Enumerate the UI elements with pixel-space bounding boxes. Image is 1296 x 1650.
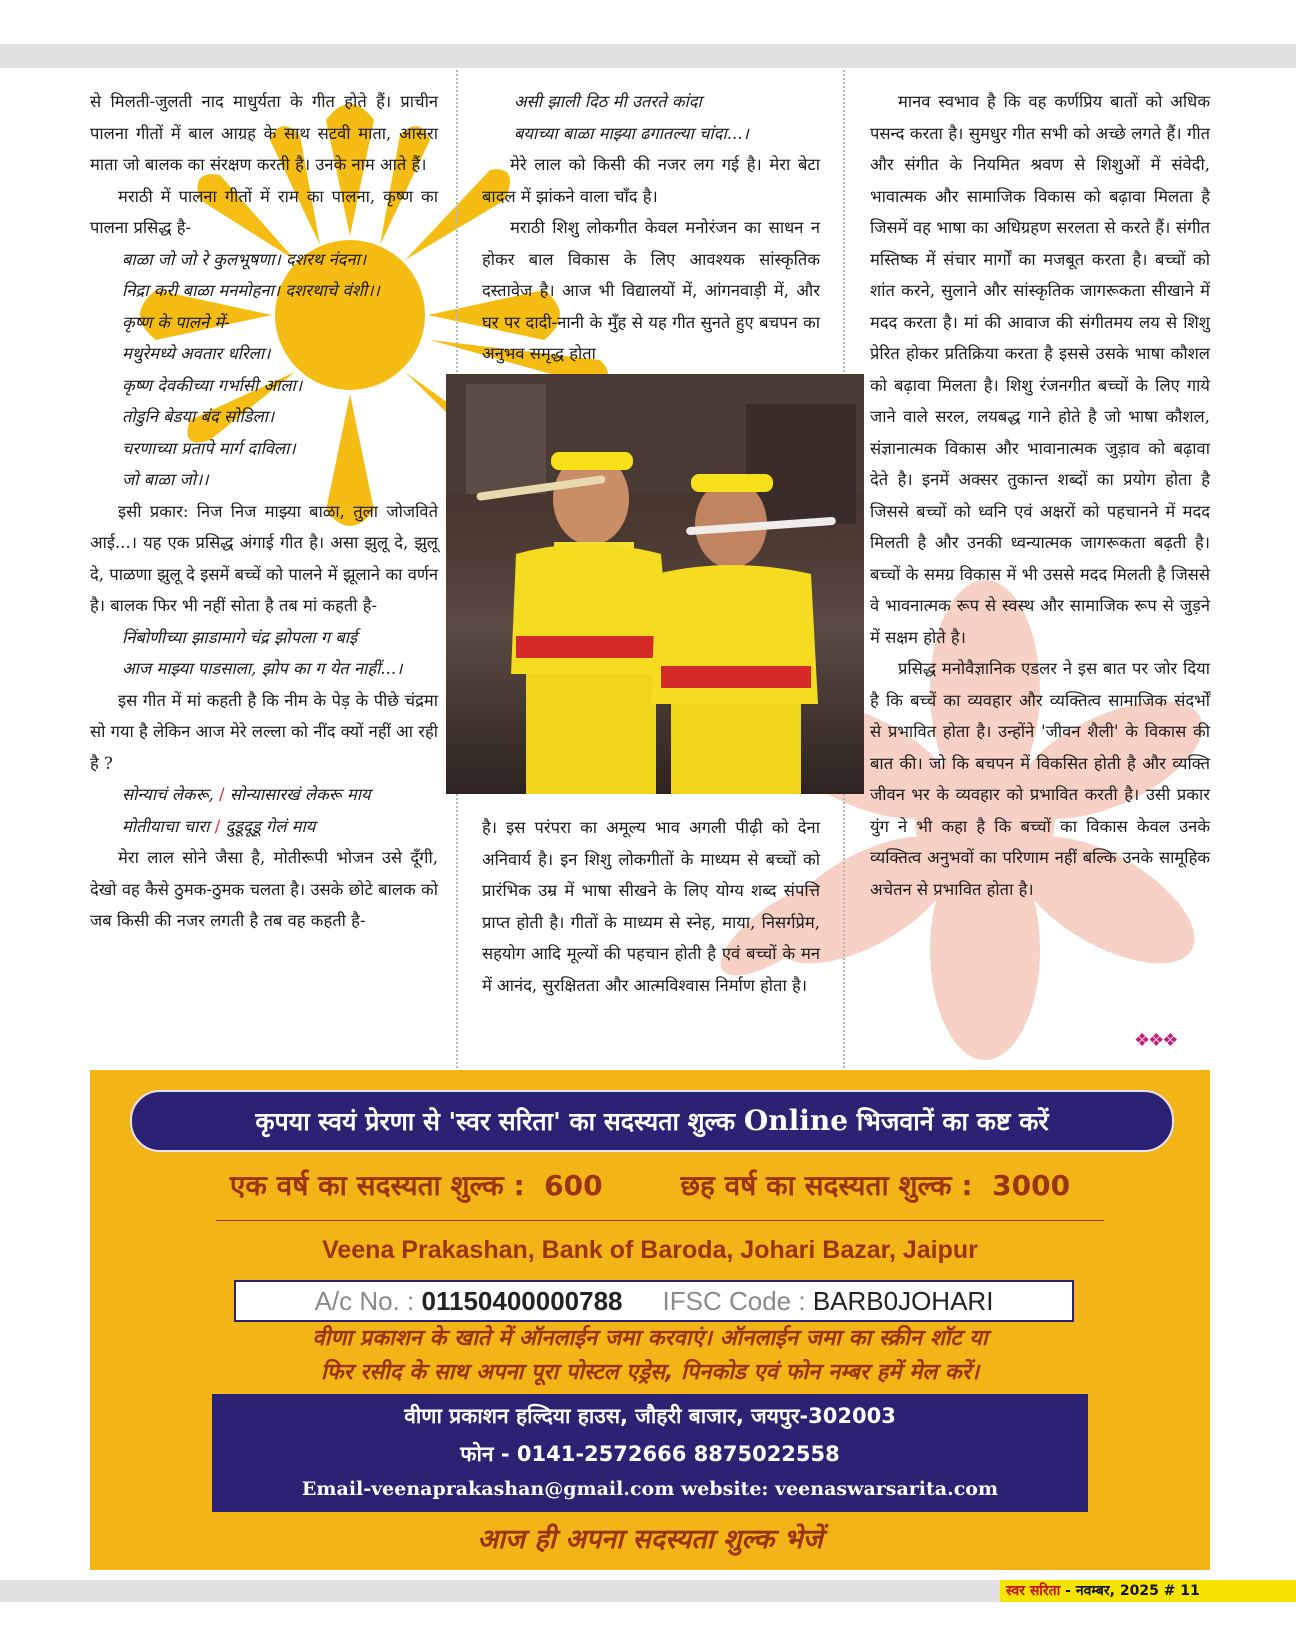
column-1-paragraphs	[90, 86, 438, 779]
paragraph: प्रसिद्ध मनोवैज्ञानिक एडलर ने इस बात पर जोर दिया है कि बच्चें का व्यवहार और व्यक्तित्व सामाजिक संदर्भों से प्रभावित होता है। उन्होंने 'जीवन शैली' के विकास की बात की। जो कि बचपन में विकसित होती है और व्यक्ति जीवन भर के व्यवहार को प्रभावित करती है। उसी प्रकार युंग ने भी कहा है कि बच्चों का विकास केवल उनके व्यक्तित्व अनुभवों का परिणाम नहीं बल्कि उनके सामूहिक अचेतन से प्रभावित होता है।	[870, 659, 1210, 899]
subscription-box	[90, 1070, 1210, 1570]
subscription-banner: कृपया स्वयं प्रेरणा से 'स्वर सरिता' का सदस्यता शुल्क Online भिजवानें का कष्ट करें	[130, 1090, 1174, 1152]
paragraph: है। इस परंपरा का अमूल्य भाव अगली पीढ़ी को देना अनिवार्य है। इन शिशु लोकगीतों के माध्यम से बच्चों को प्रारंभिक उम्र में भाषा सीखने के लिए योग्य शब्द संपत्ति प्राप्त होती है। गीतों के माध्यम से स्नेह, माया, निसर्गप्रेम, सहयोग आदि मूल्यों की पहचान होती है एवं बच्चों के मन में आनंद, सुरक्षितता और आत्मविश्वास निर्माण होता है।	[482, 818, 820, 995]
bank-line: Veena Prakashan, Bank of Baroda, Johari Bazar, Jaipur	[322, 1236, 978, 1264]
verse-line: बयाच्या बाळा माझ्या ढगातल्या चांदा...।	[514, 123, 749, 143]
page-footer	[1000, 1580, 1296, 1602]
column-3-paragraphs	[870, 86, 1210, 905]
call-to-action: आज ही अपना सदस्यता शुल्क भेजें	[477, 1524, 823, 1555]
verse-line: चरणाच्या प्रतापे मार्ग दाविला।	[122, 438, 296, 458]
end-mark: ❖❖❖	[1134, 1030, 1177, 1051]
verse-line: निंबोणीच्या झाडामागे चंद्र झोपला ग बाई	[122, 627, 358, 647]
fee-line	[90, 1166, 1210, 1204]
verse-line: कृष्ण के पालने में-	[122, 312, 230, 332]
paragraph: मानव स्वभाव है कि वह कर्णप्रिय बातों को अधिक पसन्द करता है। सुमधुर गीत सभी को अच्छे लगते हैं। गीत और संगीत के नियमित श्रवण से शिशुओं में संवेदी, भावात्मक और सामाजिक विकास को बढ़ावा मिलता है जिसमें वह भाषा का अधिग्रहण सरलता से करते हैं। संगीत मस्तिष्क में संचार मार्गों का मजबूत करता है। बच्चों को शांत करने, सुलाने और सांस्कृतिक जागरूकता सीखाने में मदद करता है। मां की आवाज की संगीतमय लय से शिशु प्रेरित होकर प्रतिक्रिया करता है इससे उसके भाषा कौशल को बढ़ावा मिलता है। शिशु रंजनगीत बच्चों के लिए गाये जाने वाले सरल, लयबद्ध गाने होते है जो भाषा कौशल, संज्ञानात्मक विकास और भावानात्मक जुड़ाव को बढ़ावा देते है। इनमें अक्सर तुकान्त शब्दों का प्रयोग होता है जिससे बच्चों को ध्वनि एवं अक्षरों को पहचानने में मदद मिलती है और उनकी ध्वन्यात्मक जागरूकता बढ़ती है। बच्चों के समग्र विकास में भी उससे मदद मिलती है जिससे वे भावनात्मक रूप से स्वस्थ और सामाजिक रूप से जुड़ने में सक्षम होते है।	[870, 92, 1210, 647]
payment-note: वीणा प्रकाशन के खाते में ऑनलाईन जमा करवाएं। ऑनलाईन जमा का स्क्रीन शॉट या फिर रसीद के साथ अपना पूरा पोस्टल एड्रेस, पिनकोड एवं फोन नम्बर हमें मेल करें।	[312, 1326, 988, 1385]
magazine-name: स्वर सरिता	[1006, 1583, 1061, 1599]
email-website-line: Email-veenaprakashan@gmail.com website: veenaswarsarita.com	[301, 1478, 999, 1500]
fee-one-year: एक वर्ष का सदस्यता शुल्क : 600	[229, 1169, 603, 1202]
verse-line: कृष्ण देवकीच्या गर्भासी आला।	[122, 375, 303, 395]
verse-line: जो बाळा जो।।	[122, 470, 209, 489]
separator-line	[216, 1220, 1104, 1221]
phone-line: फोन - 0141-2572666 8875022558	[460, 1442, 840, 1466]
verse-line: सोन्याचं लेकरू, / सोन्यासारखं लेकरू माय	[122, 785, 371, 804]
column-2-paragraphs	[482, 86, 820, 370]
paragraph: मेरे लाल को किसी की नजर लग गई है। मेरा बेटा बादल में झांकने वाला चाँद है।	[482, 155, 820, 206]
paragraph: मेरा लाल सोने जैसा है, मोतीरूपी भोजन उसे दूँगी, देखो वह कैसे ठुमक-ठुमक चलता है। उसके छोटे बालक को जब किसी की नजर लगती है तब वह कहती है-	[90, 848, 438, 930]
verse-line: बाळा जो जो रे कुलभूषणा। दशरथ नंदना।	[122, 249, 367, 269]
publisher-address-box	[212, 1394, 1088, 1512]
photo-illustration	[446, 374, 864, 794]
fee-six-year: छह वर्ष का सदस्यता शुल्क : 3000	[680, 1169, 1071, 1202]
article-column-2-top	[482, 86, 820, 370]
verse-line: मथुरेमध्ये अवतार धरिला।	[122, 344, 271, 363]
article-column-3	[870, 86, 1210, 905]
paragraph: इसी प्रकार: निज निज माझ्या बाळा, तुला जोजविते आई...। यह एक प्रसिद्ध अंगाई गीत है। असा झुलू दे, झुलू दे, पाळणा झुलू दे इसमें बच्चें को पालने में झूलाने का वर्णन है। बालक फिर भी नहीं सोता है तब मां कहती है-	[90, 501, 438, 615]
paragraph: इस गीत में मां कहती है कि नीम के पेड़ के पीछे चंद्रमा सो गया है लेकिन आज मेरे लल्ला को नींद क्यों नहीं आ रही है ?	[90, 690, 439, 773]
article-column-1	[90, 86, 438, 937]
verse-line: मोतीयाचा चारा / दुडूदूडू गेलं माय	[122, 816, 316, 836]
article-column-2-bottom	[482, 812, 820, 1001]
children-photo	[446, 374, 864, 794]
paragraph: से मिलती-जुलती नाद माधुर्यता के गीत होते हैं। प्राचीन पालना गीतों में बाल आग्रह के साथ सटवी माता, आसरा माता जो बालक का संरक्षण करती है। उनके नाम आते हैं।	[90, 92, 438, 174]
issue-page: - नवम्बर, 2025 # 11	[1065, 1583, 1200, 1599]
paragraph: मराठी में पालना गीतों में राम का पालना, कृष्ण का पालना प्रसिद्ध है-	[90, 186, 438, 237]
address-line: वीणा प्रकाशन हल्दिया हाउस, जौहरी बाजार, जयपुर-302003	[404, 1404, 896, 1428]
account-details: A/c No. : 01150400000788 IFSC Code : BARB0JOHARI	[234, 1280, 1074, 1322]
verse-line: तोडुनि बेडया बंद सोडिला।	[122, 407, 275, 426]
verse-line: असी झाली दिठ मी उतरते कांदा	[514, 92, 702, 111]
paragraph: मराठी शिशु लोकगीत केवल मनोरंजन का साधन न होकर बाल विकास के लिए आवश्यक सांस्कृतिक दस्तावेज है। आज भी विद्यालयों में, आंगनवाड़ी में, और घर पर दादी-नानी के मुँह से यह गीत सुनते हुए बचपन का अनुभव समृद्ध होता	[482, 218, 820, 363]
verse-line: निद्रा करी बाळा मनमोहना। दशरथाचे वंशी।।	[122, 281, 380, 300]
verse-line: आज माझ्या पाडसाला, झोप का ग येत नाहीं...।	[122, 659, 403, 678]
